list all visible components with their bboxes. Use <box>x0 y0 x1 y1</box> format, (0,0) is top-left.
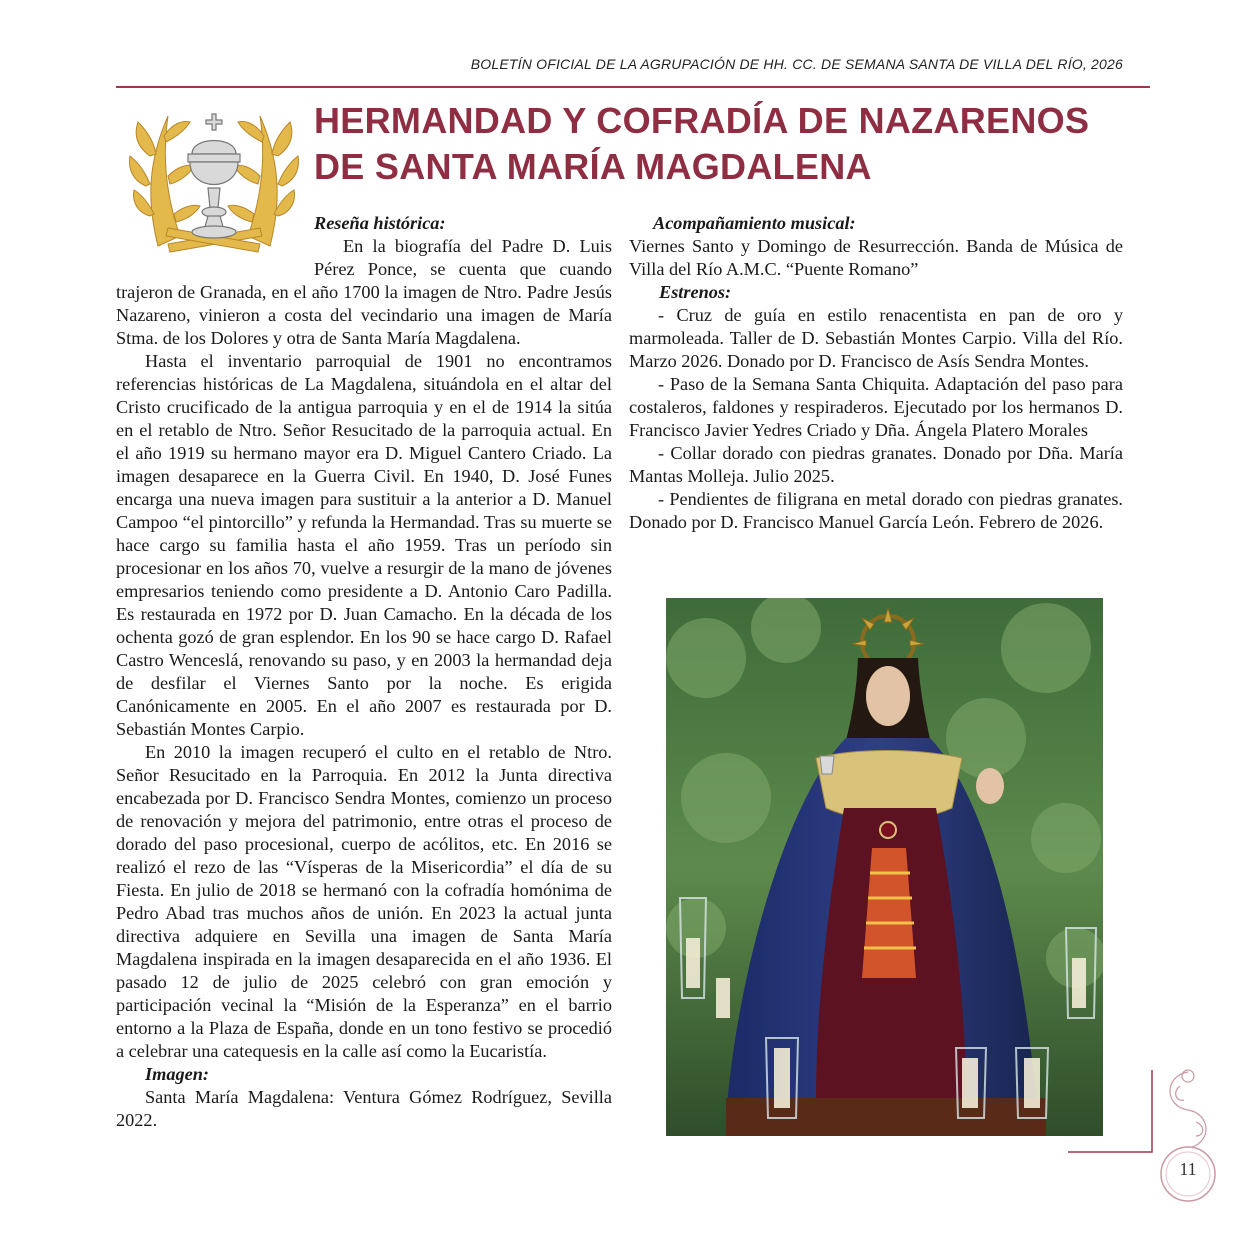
paragraph-1: En la biografía del Padre D. Luis Pérez Ponce, se cuenta que cuando trajeron de Granada, en el año 1700 la imagen de Ntro. Padre Jesús Nazareno, vinieron a costa del vecindario una imagen de María Stma. de los Dolores y otra de Santa María Magdalena. <box>116 236 612 348</box>
imagen-text: Santa María Magdalena: Ventura Gómez Rodríguez, Sevilla 2022. <box>116 1087 612 1130</box>
estrenos-heading: Estrenos: <box>659 282 732 302</box>
title-line-1: HERMANDAD Y COFRADÍA DE NAZARENOS <box>314 100 1090 141</box>
estreno-item: - Pendientes de filigrana en metal dorado con piedras granates. Donado por D. Francisco Manuel García León. Febrero de 2026. <box>629 489 1123 532</box>
magdalena-image-photo <box>666 598 1103 1136</box>
musical-text: Viernes Santo y Domingo de Resurrección. Banda de Música de Villa del Río A.M.C. “Puente Romano” <box>629 236 1123 279</box>
paragraph-3: En 2010 la imagen recuperó el culto en el retablo de Ntro. Señor Resucitado en la Parroquia. En 2012 la Junta directiva encabezada por D. Francisco Sendra Montes, comienzo un proceso de renovación y mejora del patrimonio, entre otras el proceso de dorado del paso procesional, cuerpo de acólitos, etc. En 2016 se realizó el rezo de las “Vísperas de la Misericordia” el día de su Fiesta. En julio de 2018 se hermanó con la cofradía homónima de Pedro Abad tras muchos años de unión. En 2023 la actual junta directiva adquiere en Sevilla una imagen de Santa María Magdalena inspirada en la imagen desaparecida en el año 1936. El pasado 12 de julio de 2025 celebró con gran emoción y participación vecinal la “Misión de la Esperanza” en el barrio entorno a la Plaza de España, donde en un tono festivo se procedió a celebrar una catequesis en la calle así como la Eucaristía. <box>116 742 612 1061</box>
estreno-item: - Collar dorado con piedras granates. Donado por Dña. María Mantas Molleja. Julio 2025. <box>629 443 1123 486</box>
estreno-item: - Cruz de guía en estilo renacentista en pan de oro y marmoleada. Taller de D. Sebastián Montes Carpio. Villa del Río. Marzo 2026. Donado por D. Francisco de Asís Sendra Montes. <box>629 305 1123 371</box>
estreno-item: - Paso de la Semana Santa Chiquita. Adaptación del paso para costaleros, faldones y respiraderos. Ejecutado por los hermanos D. Francisco Javier Yedres Criado y Dña. Ángela Platero Morales <box>629 374 1123 440</box>
left-column <box>116 212 612 1132</box>
right-column <box>629 212 1123 534</box>
paragraph-2: Hasta el inventario parroquial de 1901 no encontramos referencias históricas de La Magdalena, situándola en el altar del Cristo crucificado de la antigua parroquia y en el de 1914 la sitúa en el retablo de Ntro. Señor Resucitado de la parroquia actual. En el año 1919 su hermano mayor era D. Miguel Cantero Criado. La imagen desaparece en la Guerra Civil. En 1940, D. José Funes encarga una nueva imagen para sustituir a la anterior a D. Manuel Campoo “el pintorcillo” y refunda la Hermandad. Tras su muerte se hace cargo su familia hasta el año 1959. Tras un período sin procesionar en los años 70, vuelve a resurgir de la mano de jóvenes empresarios teniendo como presidente a D. Antonio Caro Padilla. Es restaurada en 1972 por D. Juan Camacho. En la década de los ochenta gozó de gran esplendor. En los 90 se hace cargo D. Rafael Castro Wenceslá, renovando su paso, y en 2003 la hermandad deja de desfilar el Viernes Santo por la noche. Es erigida Canónicamente en 2005. En el año 2007 es restaurada por D. Sebastián Montes Carpio. <box>116 351 612 739</box>
emblem-wrap-space <box>116 212 314 280</box>
musical-heading: Acompañamiento musical: <box>653 213 856 233</box>
running-header: BOLETÍN OFICIAL DE LA AGRUPACIÓN DE HH. CC. DE SEMANA SANTA DE VILLA DEL RÍO, 2026 <box>470 56 1123 72</box>
article-title <box>314 98 1089 190</box>
title-line-2: DE SANTA MARÍA MAGDALENA <box>314 146 872 187</box>
header-rule <box>116 86 1150 88</box>
page-corner-ornament-icon <box>1068 1066 1228 1206</box>
resena-heading: Reseña histórica: <box>314 213 446 233</box>
page-number: 11 <box>1179 1159 1197 1179</box>
imagen-heading: Imagen: <box>145 1064 209 1084</box>
